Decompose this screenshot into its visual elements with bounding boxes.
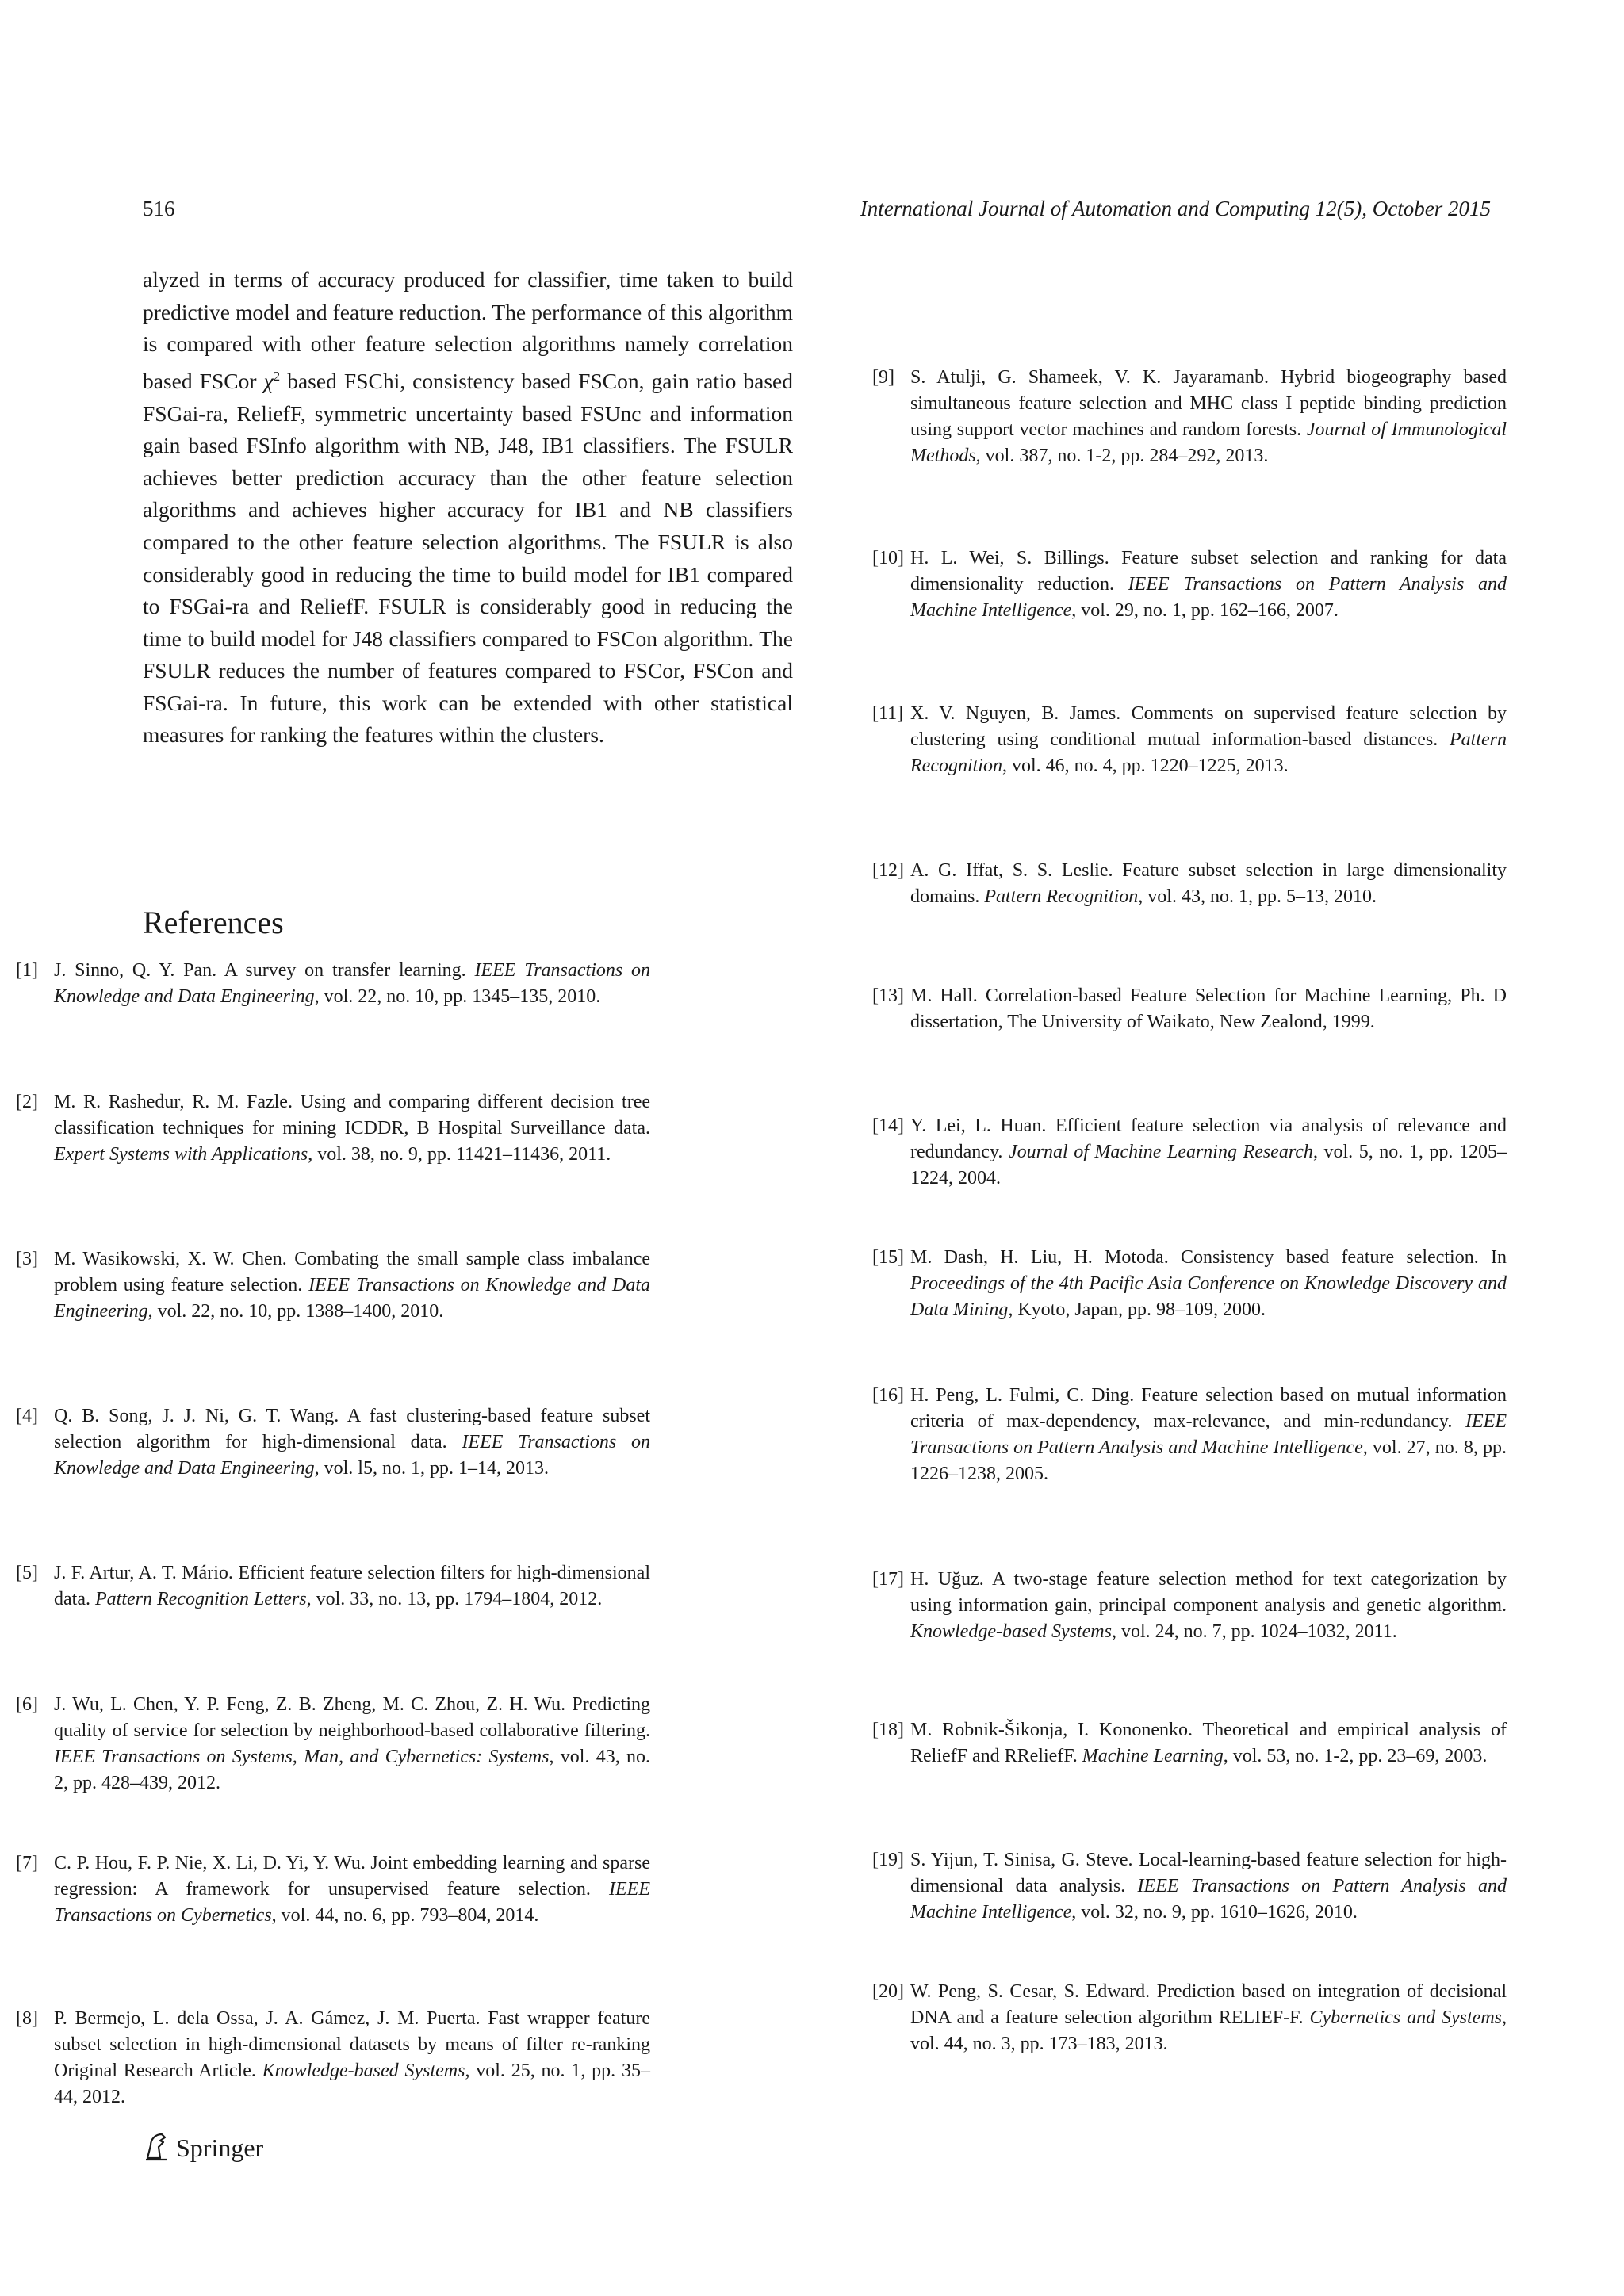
reference-number: [14] (872, 1115, 904, 1136)
references-heading: References (143, 905, 284, 940)
reference-venue: IEEE Transactions on Systems, Man, and Cybernetics: Systems (54, 1747, 550, 1767)
reference-details: , vol. 53, no. 1-2, pp. 23–69, 2003. (1223, 1746, 1488, 1766)
chi-superscript: 2 (273, 368, 281, 384)
reference-text: M. R. Rashedur, R. M. Fazle. Using and comparing different decision tree classification techniques for mining ICDDR, B Hospital Surveillance data. (54, 1092, 650, 1138)
reference-text: A. G. Iffat, S. S. Leslie. Feature subset selection in large dimensionality domains. (910, 860, 1507, 907)
reference-text: P. Bermejo, L. dela Ossa, J. A. Gámez, J. M. Puerta. Fast wrapper feature subset selection in high-dimensional datasets by means of filter re-ranking Original Research Article. (54, 2008, 650, 2081)
reference-details: , vol. 29, no. 1, pp. 162–166, 2007. (1071, 600, 1339, 621)
reference-number: [1] (16, 960, 38, 981)
publisher-name: Springer (176, 2133, 264, 2162)
reference-venue: IEEE Transactions on Knowledge and Data Engineering (54, 1432, 650, 1479)
reference-item (0, 1850, 650, 1929)
reference-number: [9] (872, 367, 894, 388)
reference-item (856, 365, 1507, 469)
reference-venue: Pattern Recognition (984, 886, 1139, 907)
reference-item (0, 1246, 650, 1325)
reference-details: , vol. 25, no. 1, pp. 35–44, 2012. (54, 2061, 650, 2107)
reference-number: [11] (872, 703, 904, 724)
reference-details: , vol. 38, no. 9, pp. 11421–11436, 2011. (308, 1144, 611, 1165)
reference-number: [18] (872, 1720, 904, 1740)
reference-number: [5] (16, 1563, 38, 1583)
chi-symbol: χ (263, 368, 274, 393)
reference-text: X. V. Nguyen, B. James. Comments on supervised feature selection by clustering using conditional mutual information-based distances. (910, 703, 1507, 750)
reference-item (856, 983, 1507, 1035)
reference-venue: Machine Learning (1082, 1746, 1224, 1766)
journal-header: International Journal of Automation and Computing 12(5), October 2015 (860, 197, 1491, 220)
reference-item (856, 1979, 1507, 2057)
reference-item (0, 958, 650, 1010)
reference-number: [17] (872, 1569, 904, 1590)
reference-number: [10] (872, 548, 904, 568)
reference-number: [13] (872, 985, 904, 1006)
reference-details: , vol. 46, no. 4, pp. 1220–1225, 2013. (1002, 756, 1289, 776)
reference-details: , vol. 27, no. 8, pp. 1226–1238, 2005. (910, 1437, 1507, 1484)
reference-item (856, 1717, 1507, 1770)
reference-text: W. Peng, S. Cesar, S. Edward. Prediction based on integration of decisional DNA and a feature selection algorithm RELIEF-F. (910, 1981, 1507, 2028)
paragraph-text-b: based FSChi, consistency based FSCon, gain ratio based FSGai-ra, ReliefF, symmetric uncertainty based FSUnc and information gain based FSInfo algorithm with NB, J48, IB1 classifiers. The FSULR achieves better prediction accuracy than the other feature selection algorithms and achieves higher accuracy for IB1 and NB classifiers compared to the other feature selection algorithms. The FSULR is also considerably good in reducing the time to build model for IB1 compared to FSGai-ra and ReliefF. FSULR is considerably good in reducing the time to build model for J48 classifiers compared to FSCon algorithm. The FSULR reduces the number of features compared to FSCor, FSCon and FSGai-ra. In future, this work can be extended with other statistical measures for ranking the features within the clusters. (143, 368, 793, 748)
paragraph-text-a: alyzed in terms of accuracy produced for classifier, time taken to build predictive model and feature reduction. The performance of this algorithm is compared with other feature selection algorithms namely correlation based FSCor (143, 267, 793, 393)
reference-item (0, 1089, 650, 1168)
conclusion-paragraph (143, 264, 793, 752)
reference-item (856, 545, 1507, 624)
reference-number: [8] (16, 2008, 38, 2029)
reference-text: S. Yijun, T. Sinisa, G. Steve. Local-learning-based feature selection for high-dimensional data analysis. (910, 1850, 1507, 1896)
springer-horse-icon (143, 2131, 170, 2165)
reference-number: [3] (16, 1249, 38, 1269)
reference-venue: Journal of Machine Learning Research (1008, 1142, 1313, 1162)
reference-details: , vol. 43, no. 1, pp. 5–13, 2010. (1138, 886, 1377, 907)
reference-number: [12] (872, 860, 904, 881)
reference-details: , vol. 24, no. 7, pp. 1024–1032, 2011. (1111, 1621, 1397, 1642)
reference-venue: Cybernetics and Systems (1309, 2007, 1502, 2028)
reference-number: [20] (872, 1981, 904, 2002)
reference-text: J. Wu, L. Chen, Y. P. Feng, Z. B. Zheng, M. C. Zhou, Z. H. Wu. Predicting quality of service for selection by neighborhood-based collaborative filtering. (54, 1694, 650, 1741)
reference-venue: IEEE Transactions on Pattern Analysis and Machine Intelligence (910, 1411, 1507, 1458)
reference-item (0, 1560, 650, 1613)
reference-text: M. Dash, H. Liu, H. Motoda. Consistency based feature selection. In (910, 1247, 1507, 1268)
reference-number: [19] (872, 1850, 904, 1870)
reference-number: [15] (872, 1247, 904, 1268)
reference-venue: IEEE Transactions on Knowledge and Data Engineering (54, 1275, 650, 1322)
reference-text: S. Atulji, G. Shameek, V. K. Jayaramanb. Hybrid biogeography based simultaneous feature selection and MHC class I peptide binding prediction using support vector machines and random forests. (910, 367, 1507, 440)
reference-number: [16] (872, 1385, 904, 1406)
reference-number: [6] (16, 1694, 38, 1715)
reference-item (0, 1403, 650, 1482)
reference-item (856, 1567, 1507, 1645)
reference-venue: IEEE Transactions on Pattern Analysis and Machine Intelligence (910, 574, 1507, 621)
left-column (143, 264, 793, 752)
reference-text: Q. B. Song, J. J. Ni, G. T. Wang. A fast clustering-based feature subset selection algorithm for high-dimensional data. (54, 1406, 650, 1452)
page-number: 516 (143, 197, 175, 220)
reference-number: [2] (16, 1092, 38, 1112)
reference-details: , vol. 43, no. 2, pp. 428–439, 2012. (54, 1747, 651, 1793)
reference-text: M. Robnik-Šikonja, I. Kononenko. Theoretical and empirical analysis of ReliefF and RReliefF. (910, 1720, 1507, 1766)
reference-venue: Pattern Recognition (910, 729, 1507, 776)
reference-details: , vol. l5, no. 1, pp. 1–14, 2013. (314, 1458, 549, 1479)
reference-text: H. L. Wei, S. Billings. Feature subset selection and ranking for data dimensionality reduction. (910, 548, 1507, 595)
reference-text: M. Wasikowski, X. W. Chen. Combating the small sample class imbalance problem using feature selection. (54, 1249, 650, 1295)
reference-venue: Pattern Recognition Letters (94, 1589, 307, 1609)
reference-details: , vol. 387, no. 1-2, pp. 284–292, 2013. (975, 446, 1269, 466)
reference-item (0, 1692, 650, 1797)
reference-venue: IEEE Transactions on Cybernetics (54, 1879, 650, 1926)
reference-text: C. P. Hou, F. P. Nie, X. Li, D. Yi, Y. Wu. Joint embedding learning and sparse regression: A framework for unsupervised feature selection. (54, 1853, 650, 1900)
reference-text: H. Uğuz. A two-stage feature selection method for text categorization by using information gain, principal component analysis and genetic algorithm. (910, 1569, 1507, 1616)
reference-details: , vol. 33, no. 13, pp. 1794–1804, 2012. (306, 1589, 603, 1609)
reference-details: , vol. 5, no. 1, pp. 1205–1224, 2004. (910, 1142, 1507, 1188)
reference-venue: Knowledge-based Systems (262, 2061, 465, 2081)
reference-item (856, 1383, 1507, 1487)
reference-text: Y. Lei, L. Huan. Efficient feature selection via analysis of relevance and redundancy. (910, 1115, 1507, 1162)
reference-item (856, 1847, 1507, 1926)
reference-details: , vol. 22, no. 10, pp. 1388–1400, 2010. (147, 1301, 444, 1322)
reference-details: , vol. 22, no. 10, pp. 1345–135, 2010. (314, 986, 601, 1007)
reference-venue: Expert Systems with Applications (54, 1144, 308, 1165)
reference-number: [4] (16, 1406, 38, 1426)
reference-item (856, 1245, 1507, 1323)
reference-venue: Knowledge-based Systems (910, 1621, 1112, 1642)
reference-item (856, 858, 1507, 910)
reference-text: M. Hall. Correlation-based Feature Selection for Machine Learning, Ph. D dissertation, The University of Waikato, New Zealond, 1999. (910, 985, 1507, 1032)
reference-details: , vol. 32, no. 9, pp. 1610–1626, 2010. (1071, 1902, 1358, 1923)
reference-venue: IEEE Transactions on Knowledge and Data Engineering (54, 960, 651, 1007)
reference-venue: IEEE Transactions on Pattern Analysis and Machine Intelligence (910, 1876, 1507, 1923)
reference-text: J. F. Artur, A. T. Mário. Efficient feature selection filters for high-dimensional data. (54, 1563, 650, 1609)
reference-item (856, 1113, 1507, 1192)
reference-details: , vol. 44, no. 6, pp. 793–804, 2014. (271, 1905, 539, 1926)
reference-venue: Proceedings of the 4th Pacific Asia Conference on Knowledge Discovery and Data Mining, (910, 1273, 1507, 1320)
reference-text: J. Sinno, Q. Y. Pan. A survey on transfer learning. (54, 960, 475, 981)
reference-number: [7] (16, 1853, 38, 1873)
reference-details: Kyoto, Japan, pp. 98–109, 2000. (1013, 1299, 1266, 1320)
reference-text: H. Peng, L. Fulmi, C. Ding. Feature selection based on mutual information criteria of max-dependency, max-relevance, and min-redundancy. (910, 1385, 1507, 1432)
reference-venue: Journal of Immunological Methods (910, 419, 1507, 466)
reference-item (0, 2006, 650, 2110)
reference-item (856, 701, 1507, 779)
publisher-footer (143, 2131, 263, 2165)
reference-details: , vol. 44, no. 3, pp. 173–183, 2013. (910, 2007, 1507, 2054)
